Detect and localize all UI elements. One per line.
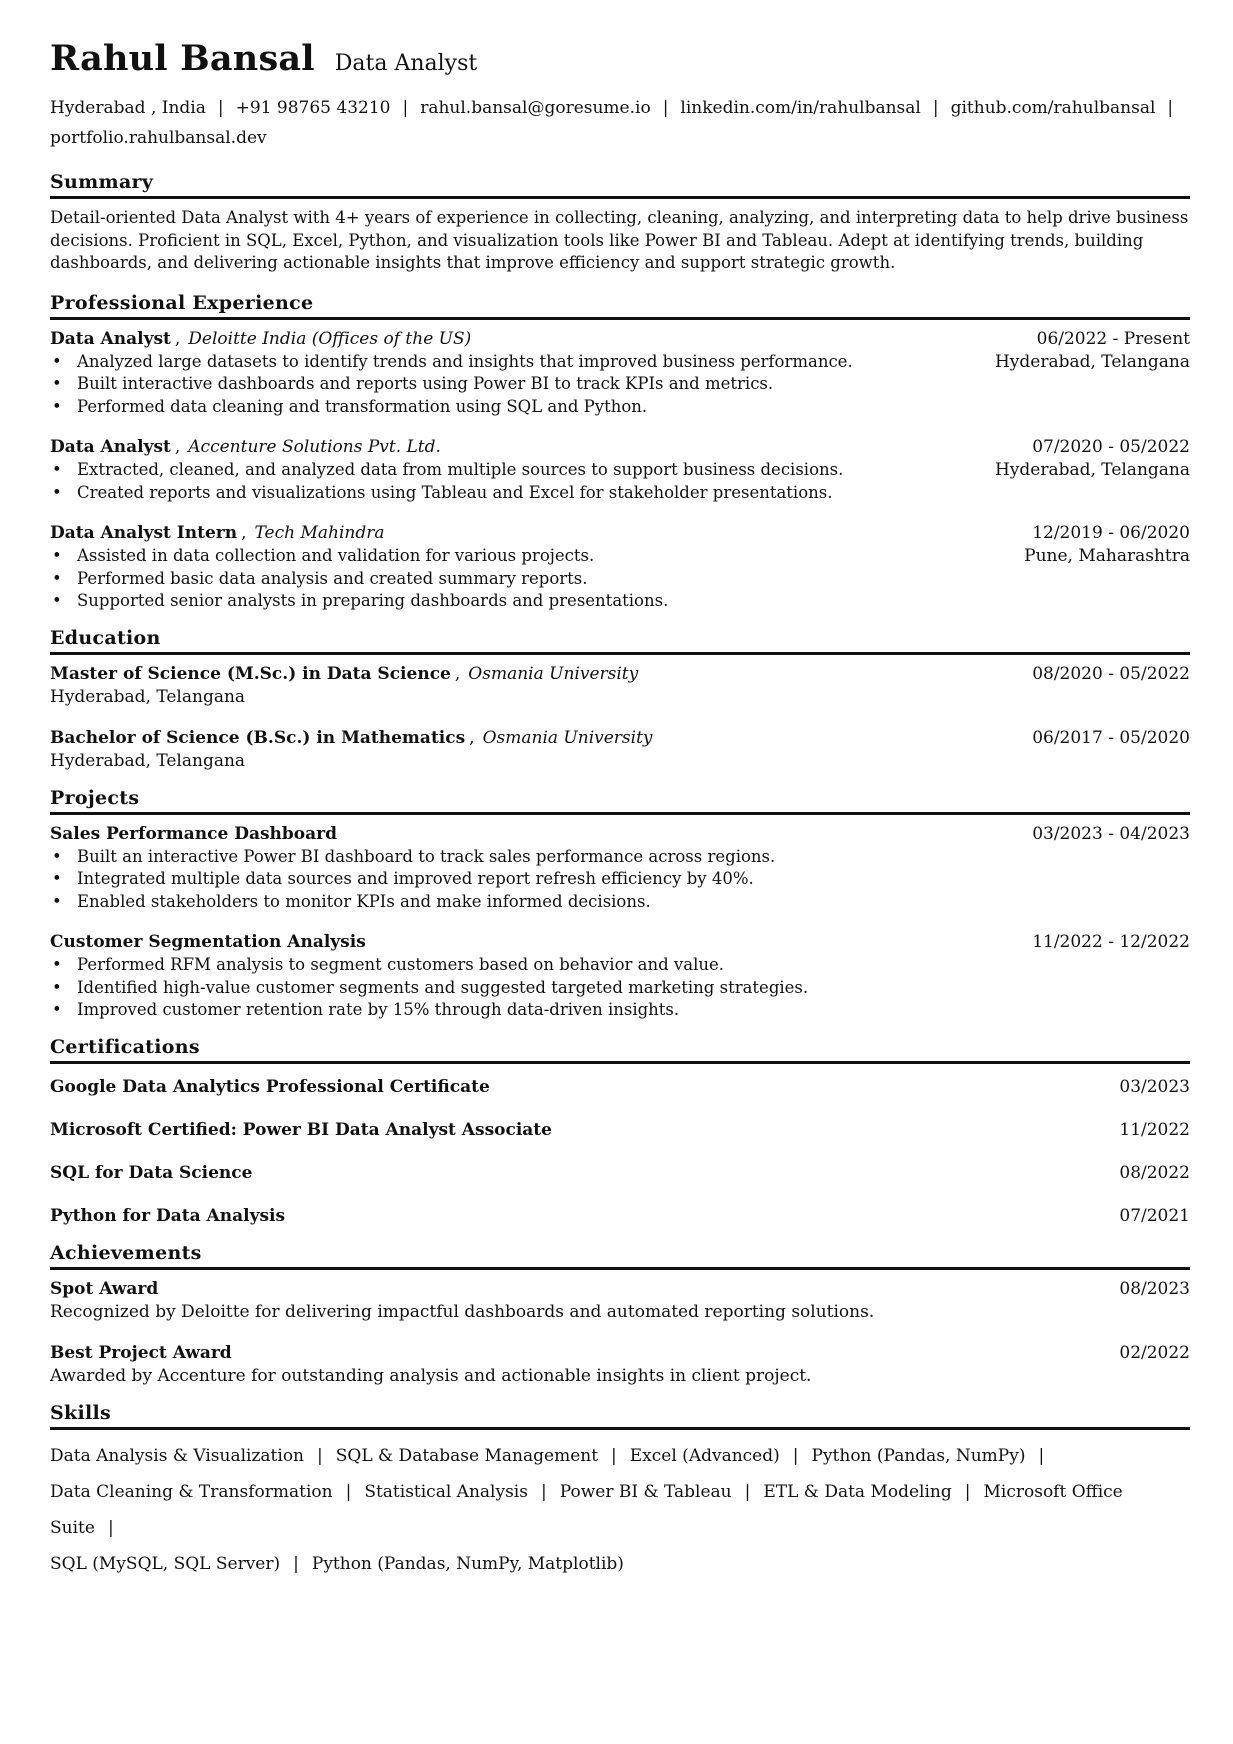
bullet-item <box>50 373 853 396</box>
summary-section <box>50 171 1190 275</box>
bullet-glyph: • <box>52 891 62 911</box>
experience-entry <box>50 436 1190 504</box>
skill-item: Power BI & Tableau <box>559 1481 732 1502</box>
contact-separator: | <box>932 98 939 118</box>
achievement-name: Best Project Award <box>50 1342 232 1363</box>
education-entry <box>50 727 1190 773</box>
bullet-glyph: • <box>52 846 62 866</box>
certification-date: 03/2023 <box>1119 1076 1190 1097</box>
entry-heading <box>50 1342 1190 1365</box>
bullet-glyph: • <box>52 374 62 393</box>
job-location: Pune, Maharashtra <box>1024 546 1190 566</box>
bullet-text: Improved customer retention rate by 15% through data-driven insights. <box>77 1000 680 1019</box>
project-dates: 03/2023 - 04/2023 <box>1032 823 1190 844</box>
job-title: Data Analyst <box>50 328 171 349</box>
bullet-text: Built an interactive Power BI dashboard to track sales performance across regions. <box>77 846 776 866</box>
contact-separator: | <box>1167 98 1174 118</box>
skills-line <box>50 1546 1190 1582</box>
education-section <box>50 627 1190 773</box>
education-entry <box>50 663 1190 709</box>
skill-item: Statistical Analysis <box>364 1481 528 1502</box>
achievement-date: 08/2023 <box>1119 1278 1190 1299</box>
achievement-date: 02/2022 <box>1119 1342 1190 1363</box>
entry-heading <box>50 727 1190 750</box>
bullet-item <box>50 482 843 505</box>
degree-name: Master of Science (M.Sc.) in Data Science <box>50 663 451 684</box>
bullet-text: Performed basic data analysis and created summary reports. <box>77 568 588 588</box>
contact-line-2 <box>50 123 1190 153</box>
entry-heading <box>50 931 1190 954</box>
contact-info <box>50 93 1190 153</box>
bullet-list <box>50 545 668 613</box>
education-dates: 08/2020 - 05/2022 <box>1032 663 1190 684</box>
skill-item: Python (Pandas, NumPy, Matplotlib) <box>311 1553 624 1574</box>
project-entry <box>50 823 1190 914</box>
school-name: Osmania University <box>482 727 653 748</box>
bullet-item <box>50 954 1190 977</box>
bullet-list <box>50 459 843 504</box>
bullet-item <box>50 891 1190 914</box>
certification-date: 11/2022 <box>1119 1119 1190 1140</box>
entry-body <box>50 351 1190 419</box>
company-name: Accenture Solutions Pvt. Ltd. <box>188 437 441 457</box>
skill-item: SQL (MySQL, SQL Server) <box>50 1553 281 1574</box>
bullet-text: Built interactive dashboards and reports using Power BI to track KPIs and metrics. <box>77 374 774 393</box>
comma: , <box>241 523 247 543</box>
achievement-entry <box>50 1278 1190 1324</box>
skill-separator: | <box>345 1481 352 1502</box>
achievement-description: Awarded by Accenture for outstanding analysis and actionable insights in client project. <box>50 1365 812 1386</box>
section-title-education: Education <box>50 627 1190 655</box>
contact-linkedin[interactable]: linkedin.com/in/rahulbansal <box>680 98 921 118</box>
entry-heading <box>50 522 1190 545</box>
entry-heading-left <box>50 727 653 750</box>
bullet-glyph: • <box>52 460 62 479</box>
bullet-text: Created reports and visualizations using Tableau and Excel for stakeholder presentations. <box>77 482 833 502</box>
comma: , <box>174 437 181 457</box>
resume-page <box>50 38 1190 1582</box>
bullet-glyph: • <box>52 869 62 888</box>
bullet-text: Supported senior analysts in preparing dashboards and presentations. <box>77 591 669 610</box>
project-dates: 11/2022 - 12/2022 <box>1032 932 1190 952</box>
bullet-item <box>50 999 1190 1022</box>
bullet-glyph: • <box>52 351 62 371</box>
projects-section <box>50 787 1190 1022</box>
skill-separator: | <box>293 1553 299 1574</box>
contact-separator: | <box>217 98 224 118</box>
skill-separator: | <box>964 1481 971 1502</box>
job-title: Data Analyst <box>50 437 171 457</box>
degree-name: Bachelor of Science (B.Sc.) in Mathematics <box>50 727 466 748</box>
skill-separator: | <box>792 1445 799 1466</box>
certification-name: SQL for Data Science <box>50 1162 253 1183</box>
experience-section <box>50 292 1190 613</box>
bullet-item <box>50 977 1190 1000</box>
contact-separator: | <box>402 98 409 118</box>
contact-separator: | <box>662 98 669 118</box>
bullet-item <box>50 868 1190 891</box>
job-dates: 12/2019 - 06/2020 <box>1032 523 1190 543</box>
entry-heading-left <box>50 436 441 459</box>
comma: , <box>454 663 461 684</box>
achievements-section <box>50 1242 1190 1388</box>
entry-heading-left <box>50 328 471 351</box>
bullet-glyph: • <box>52 1000 62 1019</box>
contact-portfolio[interactable]: portfolio.rahulbansal.dev <box>50 128 267 148</box>
contact-location: Hyderabad , India <box>50 98 206 118</box>
skill-item: Microsoft Office Suite <box>50 1481 1123 1538</box>
certification-name: Python for Data Analysis <box>50 1205 286 1226</box>
bullet-text: Extracted, cleaned, and analyzed data from multiple sources to support business decisions. <box>77 460 844 479</box>
bullet-glyph: • <box>52 591 62 610</box>
skill-separator: | <box>317 1445 323 1466</box>
job-title: Data Analyst Intern <box>50 523 238 543</box>
section-title-summary: Summary <box>50 171 1190 199</box>
bullet-text: Performed data cleaning and transformation using SQL and Python. <box>77 396 648 416</box>
comma: , <box>174 328 181 349</box>
certification-item <box>50 1162 1190 1185</box>
certifications-section <box>50 1036 1190 1228</box>
bullet-item <box>50 590 668 613</box>
company-name: Deloitte India (Offices of the US) <box>188 328 472 349</box>
company-name: Tech Mahindra <box>254 523 385 543</box>
certification-item <box>50 1119 1190 1142</box>
bullet-text: Assisted in data collection and validation for various projects. <box>77 546 595 565</box>
contact-line-1 <box>50 93 1190 123</box>
bullet-text: Identified high-value customer segments and suggested targeted marketing strategies. <box>77 977 809 997</box>
experience-entry <box>50 328 1190 419</box>
entry-heading <box>50 328 1190 351</box>
skill-separator: | <box>1038 1445 1045 1466</box>
certification-item <box>50 1076 1190 1099</box>
entry-heading <box>50 436 1190 459</box>
skills-line <box>50 1474 1190 1546</box>
education-location: Hyderabad, Telangana <box>50 686 246 707</box>
entry-heading <box>50 823 1190 846</box>
section-title-achievements: Achievements <box>50 1242 1190 1270</box>
entry-body <box>50 459 1190 504</box>
skill-separator: | <box>744 1481 751 1502</box>
candidate-role: Data Analyst <box>334 51 478 76</box>
bullet-item <box>50 846 1190 869</box>
skill-item: Python (Pandas, NumPy) <box>811 1445 1026 1466</box>
skills-section <box>50 1402 1190 1582</box>
project-name: Sales Performance Dashboard <box>50 823 337 844</box>
bullet-glyph: • <box>52 546 62 565</box>
skill-item: SQL & Database Management <box>335 1445 599 1466</box>
candidate-name: Rahul Bansal <box>50 38 315 79</box>
bullet-text: Performed RFM analysis to segment customers based on behavior and value. <box>77 955 724 974</box>
certification-name: Google Data Analytics Professional Certificate <box>50 1076 490 1097</box>
bullet-glyph: • <box>52 568 62 588</box>
job-dates: 06/2022 - Present <box>1036 328 1190 349</box>
skill-item: Data Cleaning & Transformation <box>50 1481 333 1502</box>
bullet-text: Analyzed large datasets to identify trends and insights that improved business performance. <box>77 351 853 371</box>
education-location: Hyderabad, Telangana <box>50 750 246 771</box>
education-dates: 06/2017 - 05/2020 <box>1032 727 1190 748</box>
bullet-item <box>50 568 668 591</box>
entry-heading-left <box>50 522 384 545</box>
bullet-item <box>50 545 668 568</box>
entry-heading <box>50 1278 1190 1301</box>
bullet-item <box>50 459 843 482</box>
section-title-projects: Projects <box>50 787 1190 815</box>
skills-line <box>50 1438 1190 1474</box>
section-title-skills: Skills <box>50 1402 1190 1430</box>
job-dates: 07/2020 - 05/2022 <box>1032 437 1190 457</box>
entry-heading <box>50 663 1190 686</box>
certification-name: Microsoft Certified: Power BI Data Analyst Associate <box>50 1119 552 1140</box>
contact-phone: +91 98765 43210 <box>235 98 391 118</box>
section-title-experience: Professional Experience <box>50 292 1190 320</box>
skill-separator: | <box>540 1481 547 1502</box>
experience-entry <box>50 522 1190 613</box>
bullet-list <box>50 351 853 419</box>
bullet-glyph: • <box>52 977 62 997</box>
project-entry <box>50 931 1190 1022</box>
bullet-glyph: • <box>52 482 62 502</box>
job-location: Hyderabad, Telangana <box>994 351 1190 372</box>
bullet-text: Enabled stakeholders to monitor KPIs and make informed decisions. <box>77 891 651 911</box>
contact-github[interactable]: github.com/rahulbansal <box>950 98 1156 118</box>
comma: , <box>469 727 475 748</box>
certification-date: 07/2021 <box>1119 1205 1190 1226</box>
achievement-description: Recognized by Deloitte for delivering impactful dashboards and automated reporting solutions. <box>50 1301 875 1322</box>
skill-item: Data Analysis & Visualization <box>50 1445 305 1466</box>
resume-header <box>50 38 1190 79</box>
skill-item: ETL & Data Modeling <box>763 1481 952 1502</box>
achievement-entry <box>50 1342 1190 1388</box>
skill-separator: | <box>107 1517 114 1538</box>
contact-email[interactable]: rahul.bansal@goresume.io <box>420 98 651 118</box>
bullet-item <box>50 396 853 419</box>
certification-date: 08/2022 <box>1119 1162 1190 1183</box>
bullet-text: Integrated multiple data sources and improved report refresh efficiency by 40%. <box>77 869 754 888</box>
summary-text: Detail-oriented Data Analyst with 4+ years of experience in collecting, cleaning, analyzing, and interpreting data to help drive business decisions. Proficient in SQL, Excel, Python, and visualization tools like Power BI and Tableau. Adept at identifying trends, building dashboards, and delivering actionable insights that improve efficiency and support strategic growth. <box>50 208 1189 272</box>
section-title-certifications: Certifications <box>50 1036 1190 1064</box>
skill-item: Excel (Advanced) <box>629 1445 780 1466</box>
bullet-glyph: • <box>52 955 62 974</box>
bullet-glyph: • <box>52 396 62 416</box>
entry-body <box>50 545 1190 613</box>
bullet-item <box>50 351 853 374</box>
school-name: Osmania University <box>468 663 639 684</box>
certification-item <box>50 1205 1190 1228</box>
job-location: Hyderabad, Telangana <box>994 460 1190 480</box>
achievement-name: Spot Award <box>50 1278 159 1299</box>
entry-heading-left <box>50 663 638 686</box>
skill-separator: | <box>611 1445 617 1466</box>
skills-list <box>50 1438 1190 1582</box>
project-name: Customer Segmentation Analysis <box>50 932 366 952</box>
